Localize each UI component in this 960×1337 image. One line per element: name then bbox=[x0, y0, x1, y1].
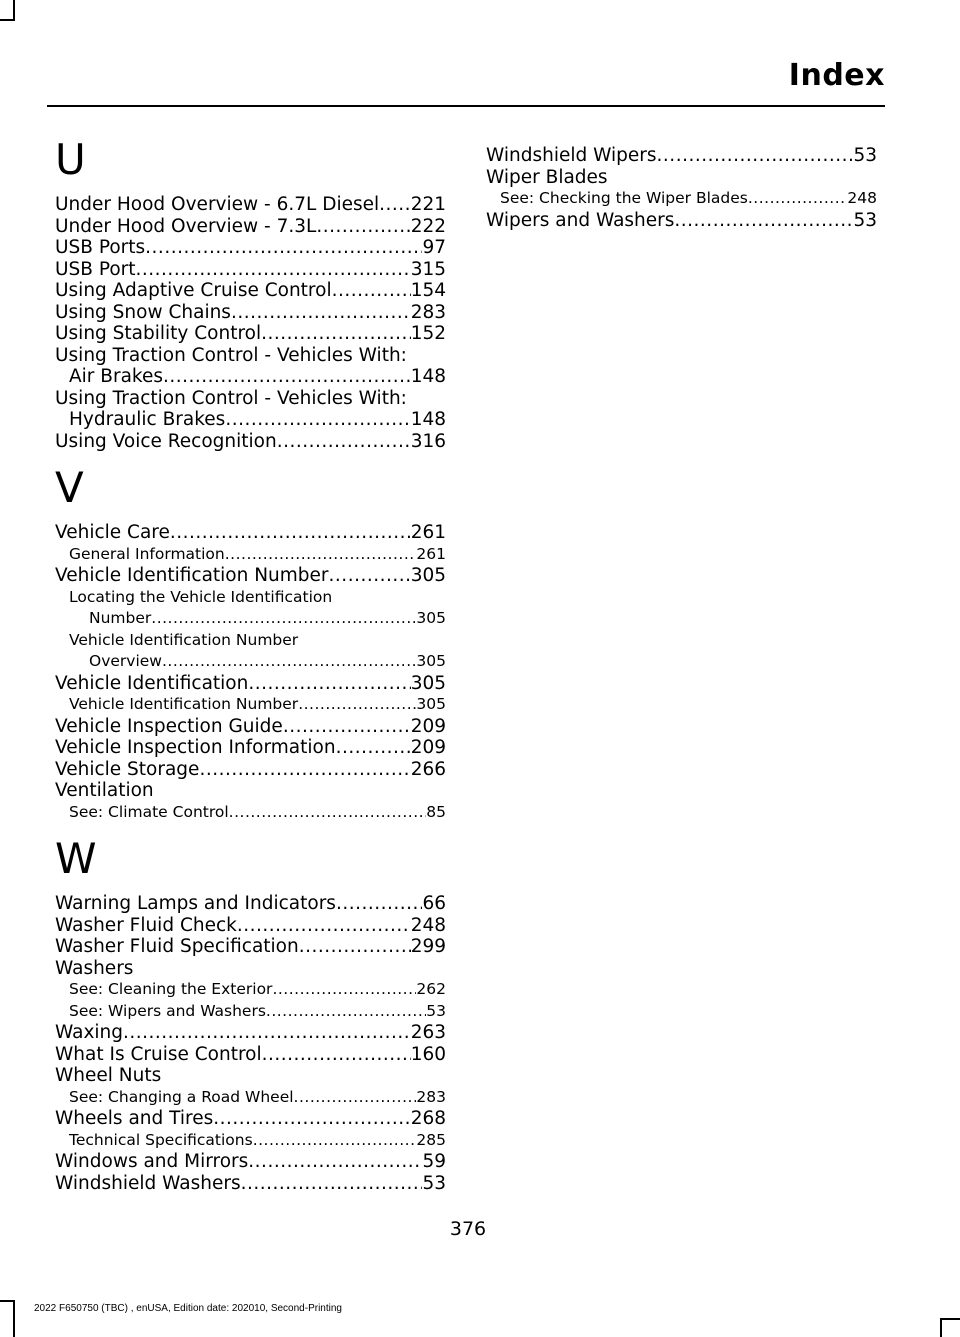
index-subentry: Vehicle Identification Number ..... 305 bbox=[55, 694, 446, 716]
index-entry: Windshield Washers ..... 53 bbox=[55, 1173, 446, 1195]
index-entry: Hydraulic Brakes ..... 148 bbox=[55, 409, 446, 431]
index-entry: Under Hood Overview - 6.7L Diesel ..... 221 bbox=[55, 194, 446, 216]
index-entry-heading: Using Traction Control - Vehicles With: bbox=[55, 344, 407, 366]
index-entry: Windshield Wipers ..... 53 bbox=[486, 145, 877, 167]
index-entry: Using Stability Control ..... 152 bbox=[55, 323, 446, 345]
index-column-right bbox=[486, 145, 877, 231]
index-entry-heading: Using Traction Control - Vehicles With: bbox=[55, 387, 407, 409]
page-number: 376 bbox=[449, 1218, 487, 1240]
edition-footer: 2022 F650750 (TBC) , enUSA, Edition date: 202010, Second-Printing bbox=[34, 1303, 342, 1314]
index-entry: Washer Fluid Check ..... 248 bbox=[55, 915, 446, 937]
index-entry: Using Voice Recognition ..... 316 bbox=[55, 431, 446, 453]
index-entry: Under Hood Overview - 7.3L ..... 222 bbox=[55, 216, 446, 238]
index-entry: Wheels and Tires ..... 268 bbox=[55, 1108, 446, 1130]
crop-mark bbox=[13, 1300, 15, 1337]
crop-mark bbox=[0, 19, 15, 21]
index-subentry: Technical Specifications ..... 285 bbox=[55, 1130, 446, 1152]
index-entry: Vehicle Storage ..... 266 bbox=[55, 759, 446, 781]
index-entry: Vehicle Inspection Information ..... 209 bbox=[55, 737, 446, 759]
index-entry: Vehicle Identification ..... 305 bbox=[55, 673, 446, 695]
index-entry-heading: Wiper Blades bbox=[486, 166, 608, 188]
index-entry: Using Snow Chains ..... 283 bbox=[55, 302, 446, 324]
crop-mark bbox=[940, 1318, 960, 1320]
index-entry-heading: Ventilation bbox=[55, 780, 154, 801]
index-subentry: See: Checking the Wiper Blades ..... 248 bbox=[486, 188, 877, 210]
index-entry: Wipers and Washers ..... 53 bbox=[486, 210, 877, 232]
index-subentry: Overview ..... 305 bbox=[55, 651, 446, 673]
section-letter-v: V bbox=[55, 463, 84, 512]
index-entry: What Is Cruise Control ..... 160 bbox=[55, 1044, 446, 1066]
index-subentry: See: Wipers and Washers ..... 53 bbox=[55, 1001, 446, 1023]
index-subentry-heading: Locating the Vehicle Identification bbox=[69, 587, 333, 606]
index-entry: Vehicle Inspection Guide ..... 209 bbox=[55, 716, 446, 738]
crop-mark bbox=[0, 1300, 15, 1302]
index-subentry: General Information ..... 261 bbox=[55, 544, 446, 566]
index-entry: USB Port ..... 315 bbox=[55, 259, 446, 281]
index-entry: Vehicle Identification Number ..... 305 bbox=[55, 565, 446, 587]
index-subentry: See: Cleaning the Exterior ..... 262 bbox=[55, 979, 446, 1001]
index-entry: Warning Lamps and Indicators ..... 66 bbox=[55, 893, 446, 915]
index-column-left bbox=[55, 136, 446, 1194]
header-rule bbox=[47, 105, 885, 107]
index-entry-heading: Wheel Nuts bbox=[55, 1065, 162, 1086]
index-entry: Windows and Mirrors ..... 59 bbox=[55, 1151, 446, 1173]
index-entry-heading: Washers bbox=[55, 957, 134, 979]
index-entry: Waxing ..... 263 bbox=[55, 1022, 446, 1044]
index-entry: Vehicle Care ..... 261 bbox=[55, 522, 446, 544]
crop-mark bbox=[940, 1318, 942, 1337]
section-letter-u: U bbox=[55, 135, 86, 184]
index-subentry: Number ..... 305 bbox=[55, 608, 446, 630]
section-letter-w: W bbox=[55, 834, 97, 883]
index-entry: Air Brakes ..... 148 bbox=[55, 366, 446, 388]
index-entry: USB Ports ..... 97 bbox=[55, 237, 446, 259]
index-subentry: See: Changing a Road Wheel ..... 283 bbox=[55, 1087, 446, 1109]
index-entry: Using Adaptive Cruise Control ..... 154 bbox=[55, 280, 446, 302]
index-subentry: See: Climate Control ..... 85 bbox=[55, 802, 446, 824]
index-entry: Washer Fluid Specification ..... 299 bbox=[55, 936, 446, 958]
index-subentry-heading: Vehicle Identification Number bbox=[69, 630, 299, 649]
crop-mark bbox=[13, 0, 15, 20]
page-title: Index bbox=[788, 58, 885, 93]
